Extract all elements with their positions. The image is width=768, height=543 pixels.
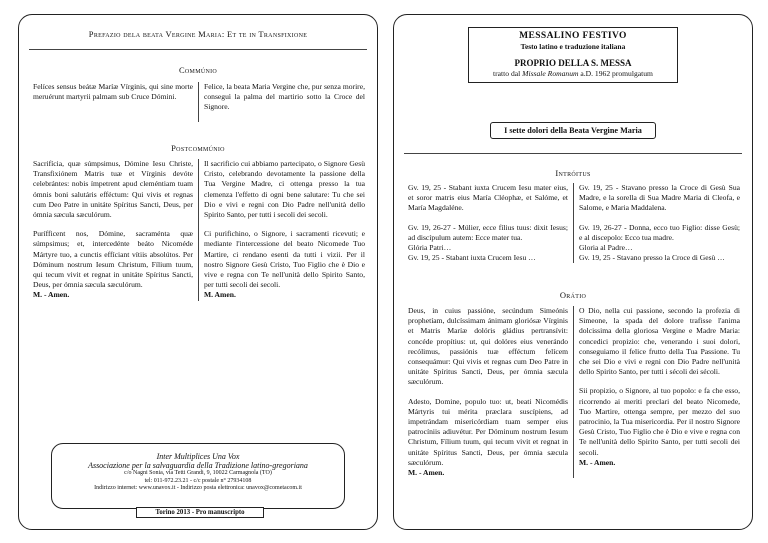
postcommunion-2-italian: Ci purifichino, o Signore, i sacramenti ricevuti; e mediante l'intercessione del beato Nicomede Tuo Martire, ci rendano esenti da tutti i vizii. Per il nostro Signore Gesù Cristo, Tuo Figlio che è Dio e vive e regna con Te nell'unità dello Spirito Santo, per tutti secoli dei secoli. [204,229,365,290]
introit-1-latin: Gv. 19, 25 - Stabant iuxta Crucem Iesu mater eius, et soror matris eius María Cléophæ, et Salóme, et María Magdaléne. [408,183,568,213]
introit-columns [408,183,740,263]
postcommunion-1-italian: Il sacrificio cui abbiamo partecipato, o Signore Gesù Cristo, celebrando devotamente la passione della Tua Vergine Madre, ci ottenga presso la tua clemenza l'effetto di ogni bene salutare: Tu che sei Dio e vivi e regni con Dio Padre nell'unità dello Spirito Santo, per tutti i secoli dei secoli. [204,159,365,220]
association-box [51,443,345,509]
title-box [468,27,678,83]
oratio-1-latin: Deus, in cuius passióne, secúndum Simeónis prophetíam, dulcíssimam ánimam gloriósæ Vírginis et Matris Maríæ dolóris gládius pertransívit: concéde propítius: ut, qui dolóres eius venerándo recólimus, passiónis tuæ efféctum felícem consequámur: Qui vivis et regnas cum Deo Patre in unitáte Spíritus Sancti, Deus, per ómnia sæcula sæculórum. [408,306,568,387]
introit-2-italian: Gv. 19, 26-27 - Donna, ecco tuo Figlio: disse Gesù; e al discepolo: Ecco tua madre. [579,222,740,242]
introit-repeat-italian: Gv. 19, 25 - Stavano presso la Croce di Gesù … [579,253,725,263]
feast-day: I sette dolori della Beata Vergine Maria [490,122,656,139]
communion-latin: Felíces sensus beátæ Maríæ Vírginis, qui sine morte meruérunt martyrii palmam sub Cruce Dómini. [33,82,193,102]
association-contacts: Indirizzo internet: www.unavox.it - Indirizzo posta elettronica: unavox@cometacom.it [94,485,302,491]
association-motto: Inter Multiplices Una Vox [156,452,240,461]
postcommunion-columns [33,159,365,301]
amen-latin: M. - Amen. [408,468,445,478]
introit-2-latin: Gv. 19, 26-27 - Múlier, ecce fílius tuus: dixit Iesus; ad discípulum autem: Ecce mater tua. [408,222,568,242]
postcommunion-2-latin: Purífficent nos, Dómine, sacraménta quæ súmpsimus; et, intercedénte beáto Nicoméde Mártyre tuo, a cunctis effíciant vítiis absolútos. Per Dóminum nostrum Iesum Christum, Fílium tuum, qui tecum vivit et regnat in unitáte Spíritus Sancti, Deus, per ómnia sæcula sæculórum. [33,229,193,290]
main-title: MESSALINO FESTIVO [519,31,627,41]
gloria-latin: Glória Patri… [408,243,452,253]
publication-tag: Torino 2013 - Pro manuscripto [136,507,264,518]
gloria-italian: Gloria al Padre… [579,243,633,253]
communion-heading: Commúnio [178,65,218,75]
proper-title: PROPRIO DELLA S. MESSA [514,58,632,68]
postcommunion-heading: Postcommúnio [171,143,225,153]
communion-italian: Felice, la beata Maria Vergine che, pur senza morire, conseguì la palma del martirio sotto la Croce del Signore. [204,82,365,112]
main-subtitle: Testo latino e traduzione italiana [520,42,626,51]
left-page [18,14,378,530]
amen-latin: M. - Amen. [33,290,70,300]
introit-heading: Intróitus [555,168,591,178]
association-name: Associazione per la salvaguardia della Tradizione latino-gregoriana [88,461,308,470]
amen-italian: M. Amen. [204,290,236,300]
preface-title: Prefazio dela beata Vergine Maria: Et te in Transfixione [88,29,308,39]
oratio-2-latin: Adesto, Domine, populo tuo: ut, beati Nicomédis Mártyris tui mérita præclara suscípiens, ad impetrándam misericórdiam tuam semper eius patrocíniis adiuvétur. Per Dóminum nostrum Iesum Christum, Fílium tuum, qui tecum vivit et regnat in unitáte Spíritus Sancti, Deus, per ómnia sæcula sæculórum. [408,396,568,467]
oratio-columns [408,306,740,478]
amen-italian: M. - Amen. [579,457,616,467]
oratio-2-italian: Sii propizio, o Signore, al tuo popolo: e fa che esso, ricorrendo ai meriti preclari del beato Nicomede, Tuo Martire, ottenga sempre, per mezzo del suo patrocinio, la Tua misericordia. Per il nostro Signore Gesù Cristo, Tuo Figlio che è Dio e vive e regna con Te nell'unità dello Spirito Santo, per tutti secoli dei secoli. [579,386,740,457]
postcommunion-1-latin: Sacrifícia, quæ súmpsimus, Dómine Iesu Christe, Transfixiónem Matris tuæ et Vírginis devóte celebrántes: nobis ímpetrent apud cleméntiam tuam ómnis boni salutáris efféctum: Qui vivis et regnas cum Deo Patre in unitáte Spíritus Sancti, Deus, per ómnia sæcula sæculórum. [33,159,193,220]
divider [29,49,367,50]
right-page [393,14,753,530]
communion-columns [33,82,365,122]
oratio-heading: Orátio [559,290,587,300]
introit-repeat-latin: Gv. 19, 25 - Stabant iuxta Crucem Iesu … [408,253,536,263]
divider [404,153,742,154]
association-address: c/o Nagni Sonia, via Tetti Grandi, 9, 10022 Carmagnola (TO) [124,470,272,476]
oratio-1-italian: O Dio, nella cui passione, secondo la profezia di Simeone, la spada del dolore trafisse l'anima dolcissima della gloriosa Vergine e Madre Maria: concedici propizio: che, venerando i suoi dolori, conseguiamo il felice frutto della Tua Passione. Tu che sei Dio e vivi e regni con Dio Padre nell'unità dello Spirito Santo, per tutti i sécoli dei sécoli. [579,306,740,377]
missal-source: tratto dal Missale Romanum a.D. 1962 promulgatum [493,69,653,78]
introit-1-italian: Gv. 19, 25 - Stavano presso la Croce di Gesù Sua Madre, e la sorella di Sua Madre Maria di Cleofa, e Salome, e Maria Maddalena. [579,183,740,213]
association-phone: tel: 011-972.23.21 - c/c postale n° 27934108 [144,477,252,484]
